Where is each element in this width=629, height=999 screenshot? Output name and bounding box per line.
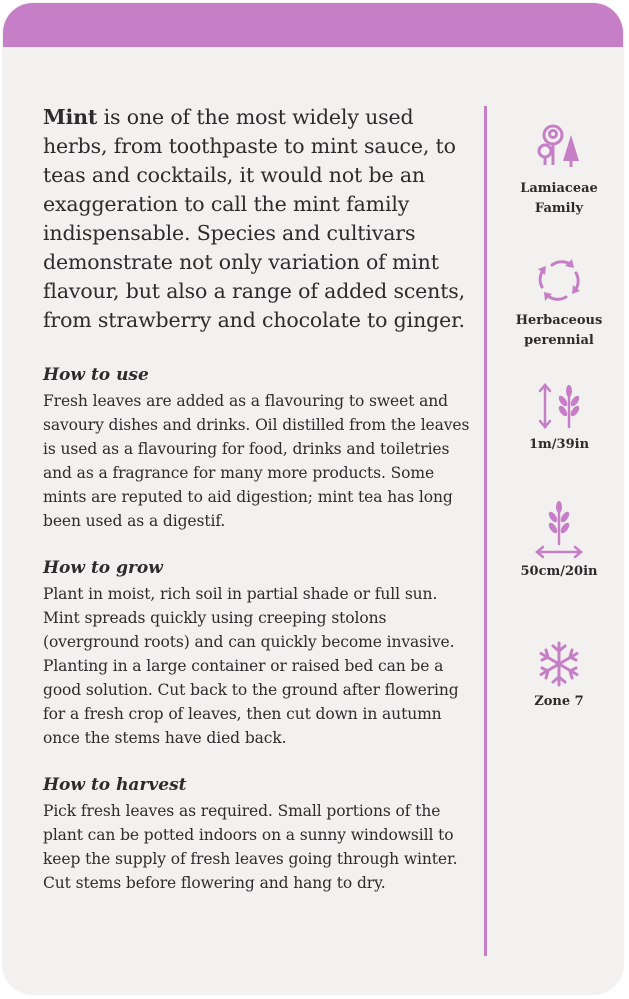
- lifecycle-caption: perennial: [524, 333, 594, 348]
- how-to-harvest-section: [43, 773, 473, 895]
- spread-arrow-plant-icon: [495, 498, 623, 560]
- how-to-harvest-text: Pick fresh leaves as required. Small portions of the plant can be potted indoors on a sunny windowsill to keep the supply of fresh leaves going through winter. Cut stems before flowering and hang to dry.: [43, 802, 458, 892]
- how-to-use-text: Fresh leaves are added as a flavouring to sweet and savoury dishes and drinks. Oil distilled from the leaves is used as a flavouring for food, drinks and toiletries and as a fragrance for many more products. Some mints are reputed to aid digestion; mint tea has long been used as a digestif.: [43, 392, 470, 530]
- how-to-grow-text: Plant in moist, rich soil in partial shade or full sun. Mint spreads quickly using creeping stolons (overground roots) and can quickly become invasive. Planting in a large container or raised bed can be a good solution. Cut back to the ground after flowering for a fresh crop of leaves, then cut down in autumn once the stems have died back.: [43, 585, 459, 747]
- herb-name: Mint: [43, 105, 98, 129]
- spread-block: [495, 498, 623, 582]
- sidebar-divider: [484, 106, 487, 956]
- cycle-arrows-icon: [495, 255, 623, 305]
- trees-icon: [495, 121, 623, 169]
- how-to-use-heading: How to use: [43, 365, 149, 385]
- snowflake-icon: [495, 640, 623, 688]
- lifecycle-type: Herbaceous: [515, 313, 603, 328]
- zone-block: [495, 640, 623, 712]
- family-label: [495, 179, 623, 219]
- lifecycle-block: [495, 255, 623, 351]
- how-to-grow-heading: How to grow: [43, 558, 163, 578]
- how-to-grow-section: [43, 556, 473, 750]
- family-block: [495, 121, 623, 219]
- family-name: Lamiaceae: [520, 181, 598, 196]
- intro-paragraph: [43, 103, 473, 335]
- intro-text: is one of the most widely used herbs, from toothpaste to mint sauce, to teas and cocktails, it would not be an exaggeration to call the mint family indispensable. Species and cultivars demonstrate not only variation of mint flavour, but also a range of added scents, from strawberry and chocolate to ginger.: [43, 105, 466, 332]
- main-content: [43, 103, 473, 895]
- lifecycle-label: [495, 311, 623, 351]
- height-label: 1m/39in: [528, 437, 590, 452]
- family-caption: Family: [534, 201, 584, 216]
- how-to-use-section: [43, 363, 473, 533]
- header-bar: [3, 3, 623, 47]
- how-to-harvest-heading: How to harvest: [43, 775, 187, 795]
- height-block: [495, 381, 623, 455]
- spread-label: 50cm/20in: [520, 564, 598, 579]
- herb-card: [3, 3, 623, 994]
- height-arrow-plant-icon: [495, 381, 623, 431]
- zone-label: Zone 7: [534, 694, 584, 709]
